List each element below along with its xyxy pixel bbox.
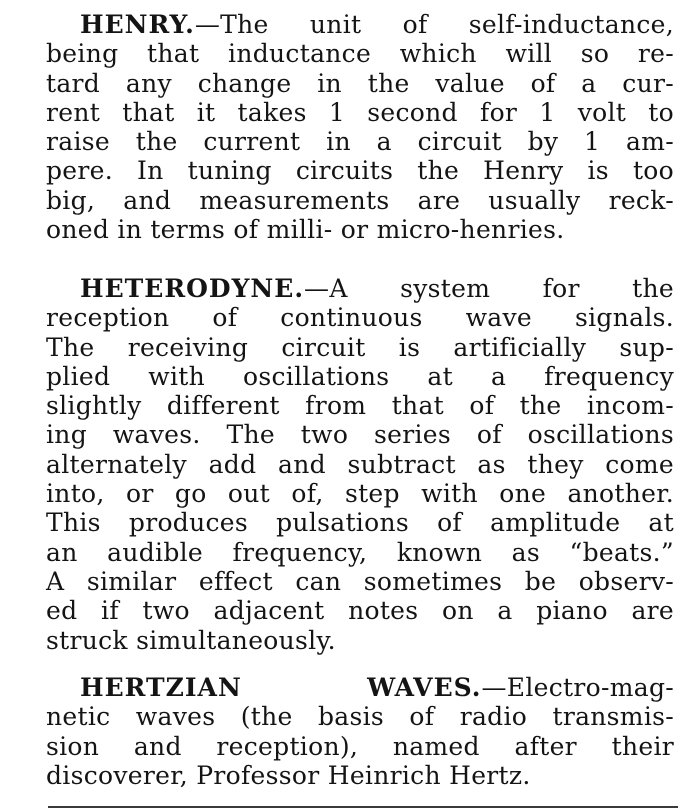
entry-line: A similar effect can sometimes be observ- <box>46 566 674 596</box>
entry-text: —The unit of self-inductance, <box>194 10 674 39</box>
entry-line: pere. In tuning circuits the Henry is too <box>46 156 674 186</box>
entry-line <box>46 274 674 303</box>
entry-line: oned in terms of milli- or micro-henries. <box>46 215 565 245</box>
entry-line: The receiving circuit is artificially sup- <box>46 332 674 362</box>
entry-line: being that inductance which will so re- <box>46 39 674 69</box>
entry-line: struck simultaneously. <box>46 625 336 655</box>
entry-line: slightly different from that of the incom- <box>46 391 674 421</box>
entry-line: rent that it takes 1 second for 1 volt to <box>46 97 674 127</box>
headword: HETERODYNE. <box>80 274 305 303</box>
entry-hertzian-waves <box>46 673 674 790</box>
entry-line: ing waves. The two series of oscillations <box>46 420 674 450</box>
entry-line: reception of continuous wave signals. <box>46 303 674 333</box>
entry-line <box>46 10 674 39</box>
column-divider-rule <box>48 806 678 808</box>
headword: HENRY. <box>80 10 195 39</box>
entry-line: netic waves (the basis of radio transmis- <box>46 702 674 732</box>
entry-text: —Electro-mag- <box>481 673 674 702</box>
headword: HERTZIAN WAVES. <box>80 673 482 702</box>
entry-line: alternately add and subtract as they come <box>46 449 674 479</box>
entry-heterodyne <box>46 274 674 655</box>
entry-line: ed if two adjacent notes on a piano are <box>46 596 674 626</box>
entry-text: —A system for the <box>304 274 674 303</box>
entry-line: plied with oscillations at a frequency <box>46 361 674 391</box>
entry-henry <box>46 10 674 244</box>
entry-line: an audible frequency, known as “beats.” <box>46 537 674 567</box>
entry-line: sion and reception), named after their <box>46 731 674 761</box>
entry-line <box>46 673 674 702</box>
entry-line: discoverer, Professor Heinrich Hertz. <box>46 760 531 790</box>
entry-line: big, and measurements are usually reck- <box>46 185 674 215</box>
entry-line: tard any change in the value of a cur- <box>46 68 674 98</box>
entry-line: into, or go out of, step with one another. <box>46 479 674 509</box>
entry-line: This produces pulsations of amplitude at <box>46 508 674 538</box>
entry-line: raise the current in a circuit by 1 am- <box>46 127 674 157</box>
